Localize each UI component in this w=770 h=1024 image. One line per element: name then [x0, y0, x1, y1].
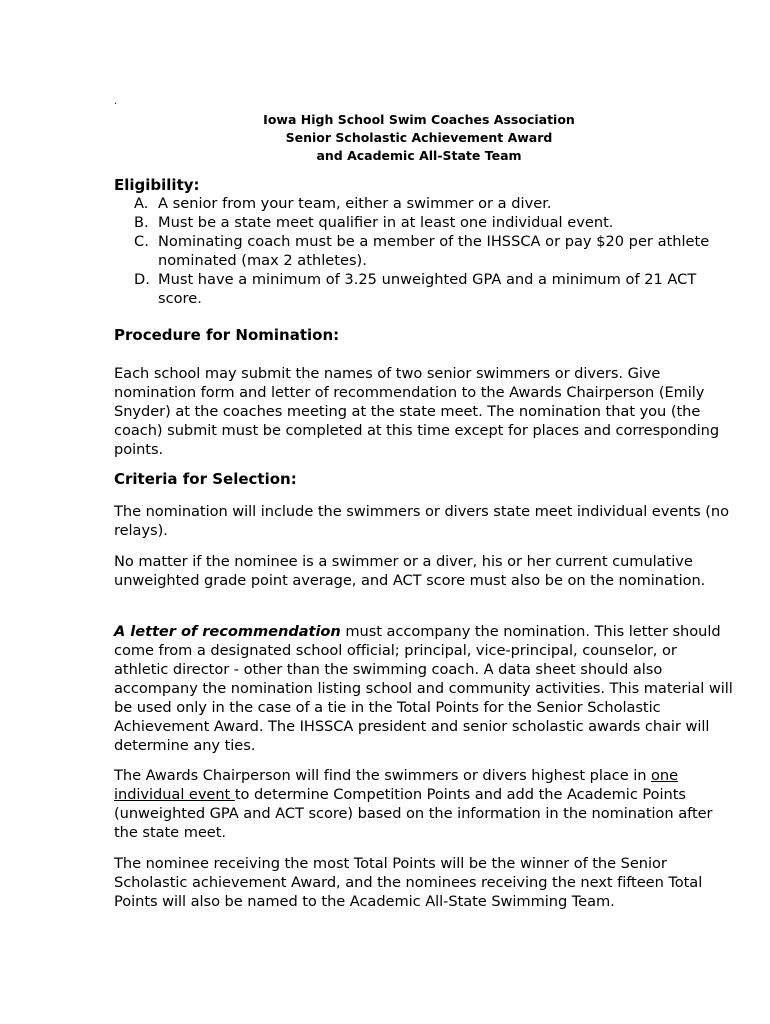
eligibility-heading: Eligibility: [114, 176, 200, 194]
stray-mark: . [114, 96, 118, 107]
eligibility-item-d [134, 270, 734, 308]
header-team-title: and Academic All-State Team [316, 148, 522, 163]
eligibility-list [134, 194, 734, 308]
procedure-paragraph: Each school may submit the names of two senior swimmers or divers. Give nomination form and letter of recommendation to the Awards Chairperson (Emily Snyder) at the coaches meeting at the state meet. The nomination that you (the coach) submit must be completed at this time except for places and corresponding points. [114, 365, 720, 458]
letter-paragraph-text: must accompany the nomination. This letter should come from a designated school official; principal, vice-principal, counselor, or athletic director - other than the swimming coach. A data sheet should also accompany the nomination listing school and community activities. This material will be used only in the case of a tie in the Total Points for the Senior Scholastic Achievement Award. The IHSSCA president and senior scholastic awards chair will determine any ties. [114, 623, 733, 754]
eligibility-text: Nominating coach must be a member of the IHSSCA or pay $20 per athlete nominated (max 2 athletes). [158, 233, 710, 269]
header-award-title: Senior Scholastic Achievement Award [285, 130, 553, 145]
one-individual-event-underlined: one individual event [114, 767, 679, 803]
points-paragraph-start: The Awards Chairperson will find the swimmers or divers highest place in [114, 767, 652, 784]
criteria-heading: Criteria for Selection: [114, 470, 297, 488]
header-organization: Iowa High School Swim Coaches Association [263, 112, 575, 127]
eligibility-marker: D. [134, 271, 150, 288]
eligibility-marker: B. [134, 214, 149, 231]
eligibility-marker: A. [134, 195, 149, 212]
document-header [114, 111, 724, 165]
eligibility-text: A senior from your team, either a swimmer or a diver. [158, 195, 552, 212]
criteria-paragraph-gpa: No matter if the nominee is a swimmer or a diver, his or her current cumulative unweighted grade point average, and ACT score must also be on the nomination. [114, 553, 706, 589]
criteria-paragraph-winner: The nominee receiving the most Total Points will be the winner of the Senior Scholastic achievement Award, and the nominees receiving the next fifteen Total Points will also be named to the Academic All-State Swimming Team. [114, 855, 703, 910]
procedure-heading: Procedure for Nomination: [114, 326, 340, 344]
eligibility-item-b [134, 213, 734, 232]
criteria-paragraph-points [114, 766, 734, 842]
eligibility-marker: C. [134, 233, 149, 250]
eligibility-text: Must have a minimum of 3.25 unweighted GPA and a minimum of 21 ACT score. [158, 271, 697, 307]
eligibility-text: Must be a state meet qualifier in at least one individual event. [158, 214, 614, 231]
letter-of-recommendation-emphasis: A letter of recommendation [114, 623, 341, 640]
eligibility-item-a [134, 194, 734, 213]
eligibility-item-c [134, 232, 734, 270]
points-paragraph-rest: to determine Competition Points and add the Academic Points (unweighted GPA and ACT score) based on the information in the nomination after the state meet. [114, 786, 713, 841]
criteria-paragraph-letter [114, 622, 734, 755]
criteria-paragraph-events: The nomination will include the swimmers or divers state meet individual events (no relays). [114, 503, 729, 539]
